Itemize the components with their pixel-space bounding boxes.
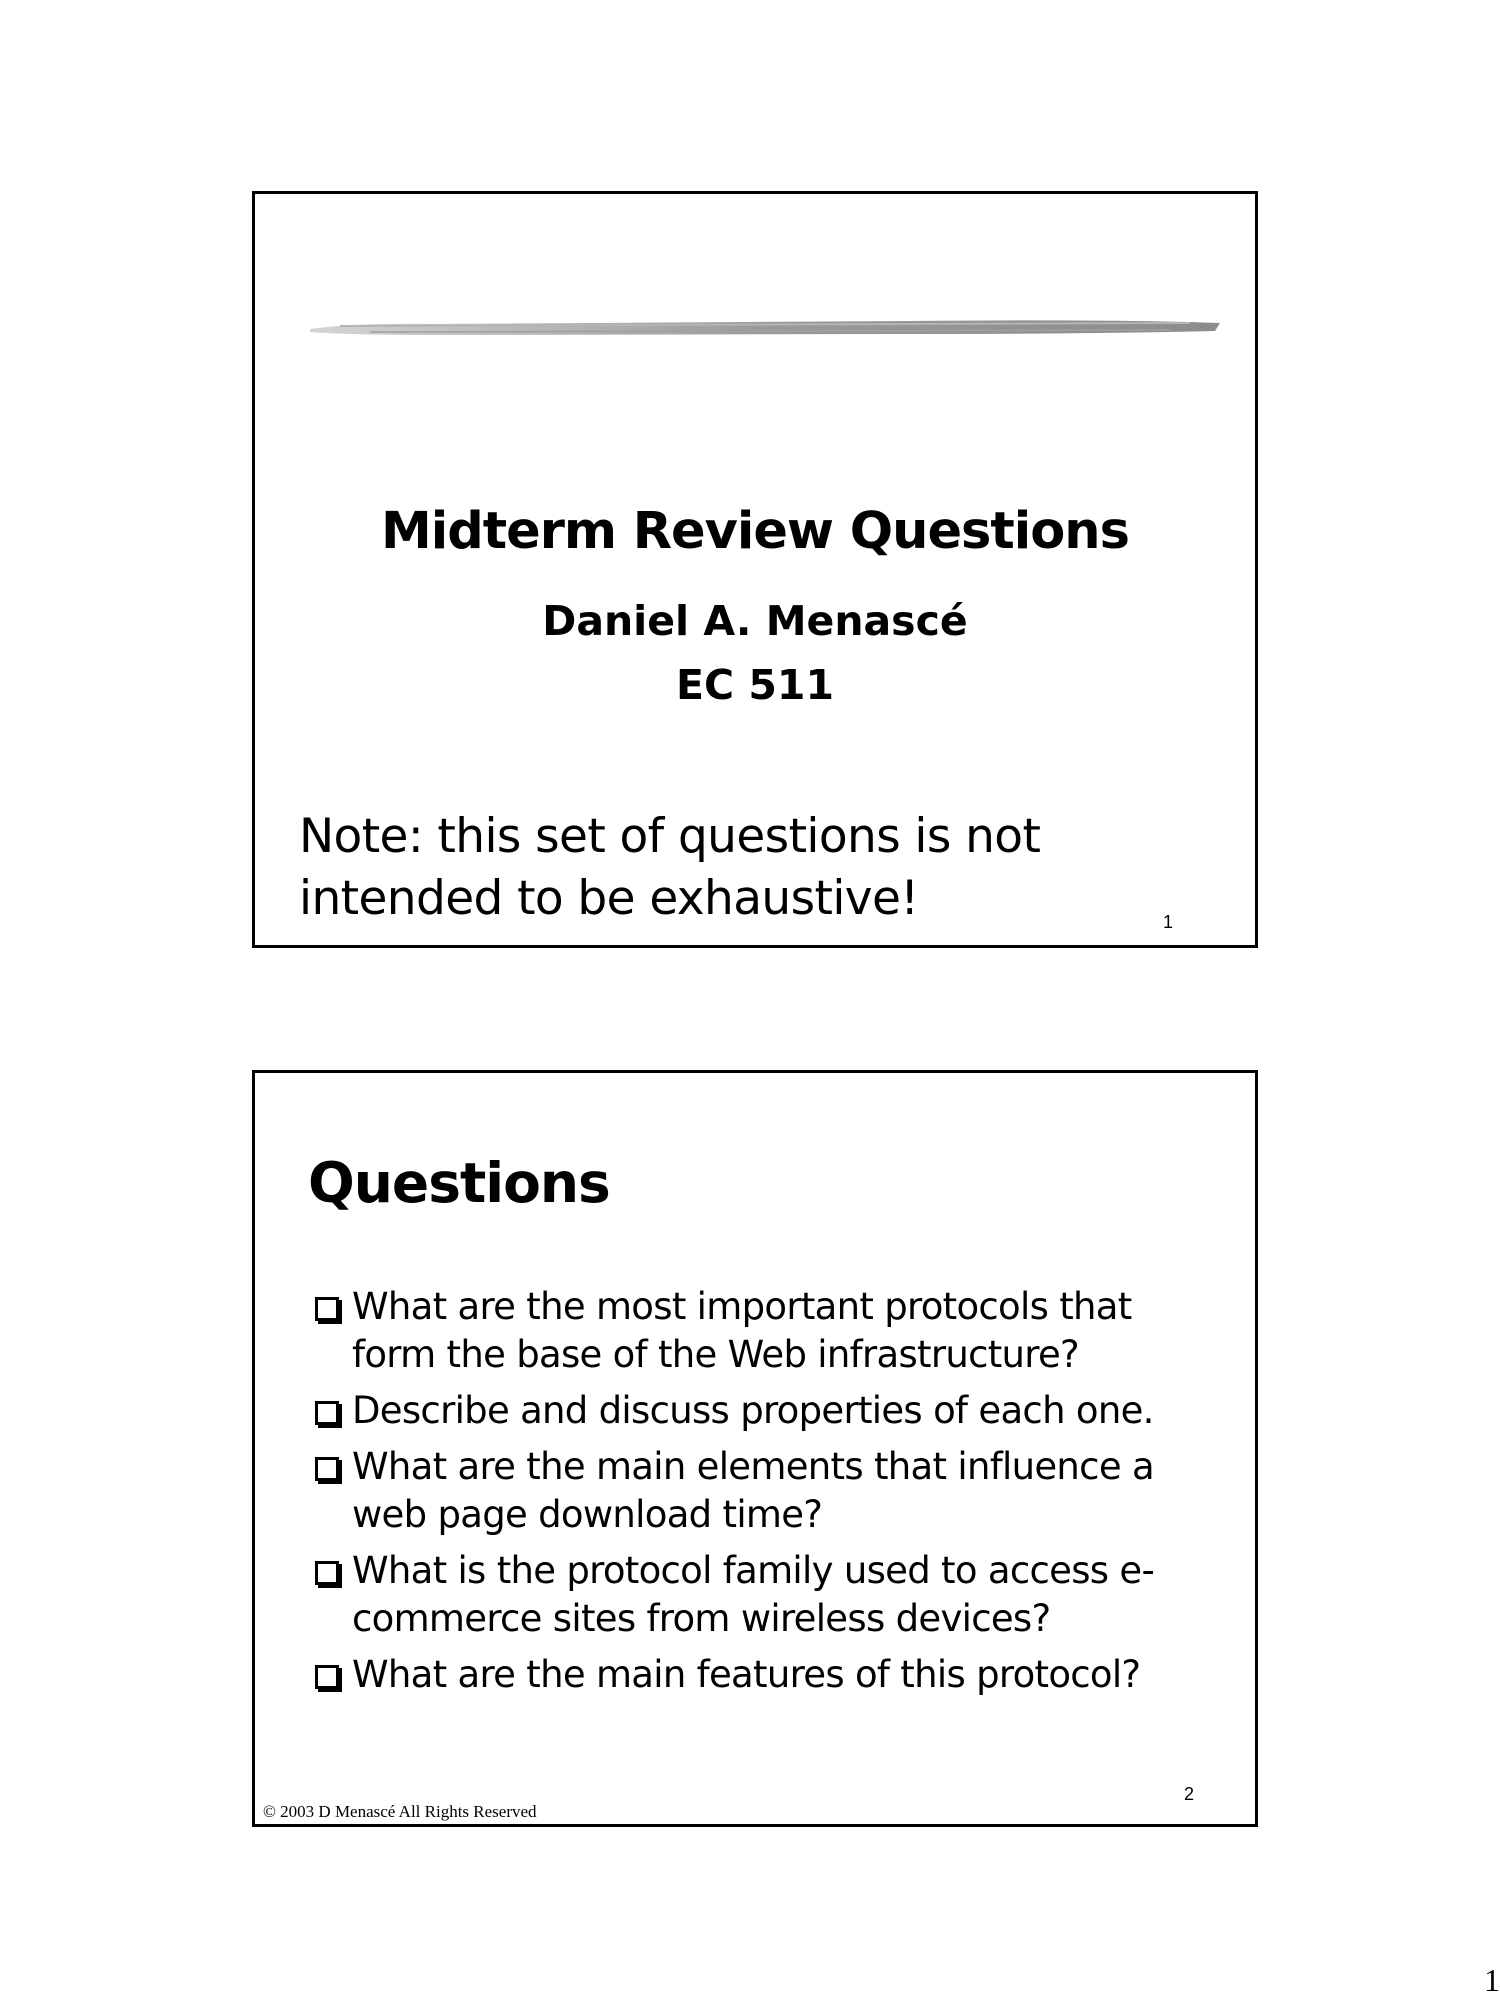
- question-item: [315, 1651, 1215, 1699]
- question-list: [315, 1283, 1215, 1707]
- copyright-notice: © 2003 D Menascé All Rights Reserved: [263, 1802, 537, 1821]
- question-text: What are the main elements that influence a web page download time?: [352, 1445, 1154, 1536]
- slide-2: [252, 1070, 1258, 1827]
- question-item: [315, 1387, 1215, 1435]
- slide-1: [252, 191, 1258, 948]
- author-name: Daniel A. Menascé: [542, 597, 968, 645]
- checkbox-icon: [315, 1401, 339, 1425]
- checkbox-icon: [315, 1561, 339, 1585]
- brush-stroke-decoration: [310, 312, 1220, 342]
- checkbox-icon: [315, 1297, 339, 1321]
- slide-title: Midterm Review Questions: [381, 502, 1129, 561]
- checkbox-icon: [315, 1665, 339, 1689]
- page-number: 1: [1484, 1962, 1500, 1998]
- checkbox-icon: [315, 1457, 339, 1481]
- course-code: EC 511: [676, 661, 834, 709]
- slide-title: Questions: [308, 1151, 610, 1215]
- slide-number: 2: [1184, 1784, 1195, 1804]
- question-item: [315, 1283, 1215, 1379]
- question-text: Describe and discuss properties of each one.: [352, 1389, 1154, 1432]
- question-text: What are the most important protocols that form the base of the Web infrastructure?: [352, 1285, 1132, 1376]
- question-text: What is the protocol family used to access e-commerce sites from wireless devices?: [352, 1549, 1155, 1640]
- question-item: [315, 1443, 1215, 1539]
- note-text: Note: this set of questions is not intended to be exhaustive!: [299, 809, 1041, 926]
- question-item: [315, 1547, 1215, 1643]
- question-text: What are the main features of this protocol?: [352, 1653, 1141, 1696]
- slide-number: 1: [1163, 912, 1174, 932]
